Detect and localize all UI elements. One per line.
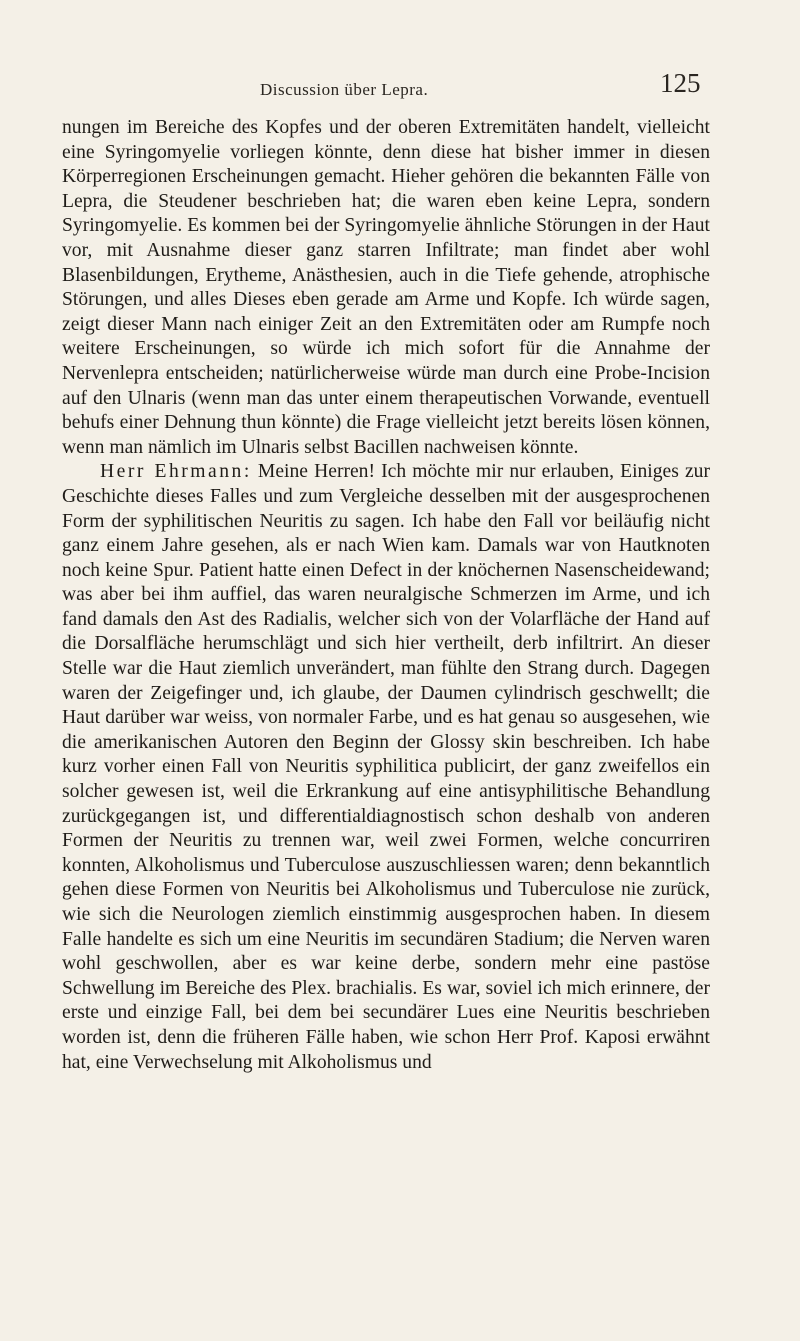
paragraph-ehrmann [62,460,710,1075]
running-title: Discussion über Lepra. [260,80,429,99]
paragraph-text: Meine Herren! Ich möchte mir nur erlauben, Einiges zur Geschichte dieses Falles und zum Vergleiche desselben mit der ausgesprochenen Form der syphilitischen Neuritis zu sagen. Ich habe den Fall vor beiläufig nicht ganz einem Jahre gesehen, als er nach Wien kam. Damals war von Hautknoten noch keine Spur. Patient hatte einen Defect in der knöchernen Nasenscheidewand; was aber bei ihm auffiel, das waren neuralgische Schmerzen im Arme, und ich fand damals den Ast des Radialis, welcher sich von der Volarfläche der Hand auf die Dorsalfläche herumschlägt und sich hier vertheilt, derb infiltrirt. An dieser Stelle war die Haut ziemlich unverändert, man fühlte den Strang durch. Dagegen waren der Zeigefinger und, ich glaube, der Daumen cylindrisch geschwellt; die Haut darüber war weiss, von normaler Farbe, und es hat genau so ausgesehen, wie die amerikanischen Autoren den Beginn der Glossy skin beschreiben. Ich habe kurz vorher einen Fall von Neuritis syphilitica publicirt, der ganz zweifellos ein solcher gewesen ist, weil die Erkrankung auf eine antisyphilitische Behandlung zurückgegangen ist, und differentialdiagnostisch schon deshalb von anderen Formen der Neuritis zu trennen war, weil zwei Formen, welche concurriren konnten, Alkoholismus und Tuberculose auszuschliessen waren; denn bekanntlich gehen diese Formen von Neuritis bei Alkoholismus und Tuberculose nie zurück, wie sich die Neurologen ziemlich einstimmig ausgesprochen haben. In diesem Falle handelte es sich um eine Neuritis im secundären Stadium; die Nerven waren wohl geschwollen, aber es war keine derbe, sondern mehr eine pastöse Schwellung im Bereiche des Plex. brachialis. Es war, soviel ich mich erinnere, der erste und einzige Fall, bei dem bei secundärer Lues eine Neuritis beschrieben worden ist, denn die früheren Fälle haben, wie schon Herr Prof. Kaposi erwähnt hat, eine Verwechselung mit Alkoholismus und [62,461,711,1073]
running-head [0,66,800,110]
body-text [62,116,710,1075]
page-number: 125 [660,68,701,98]
speaker-name: Herr Ehrmann: [100,461,252,483]
paragraph-text: nungen im Bereiche des Kopfes und der oberen Extremitäten handelt, vielleicht eine Syringomyelie vorliegen könnte, denn diese hat bisher immer in diesen Körperregionen Erscheinungen gemacht. Hieher gehören die bekannten Fälle von Lepra, die Steudener beschrieben hat; die waren eben keine Lepra, sondern Syringomyelie. Es kommen bei der Syringomyelie ähnliche Störungen in der Haut vor, mit Ausnahme dieser ganz starren Infiltrate; man findet aber wohl Blasenbildungen, Erytheme, Anästhesien, auch in die Tiefe gehende, atrophische Störungen, und alles Dieses eben gerade am Arme und Kopfe. Ich würde sagen, zeigt dieser Mann nach einiger Zeit an den Extremitäten oder am Rumpfe noch weitere Erscheinungen, so würde ich mich sofort für die Annahme der Nervenlepra entscheiden; natürlicherweise würde man durch eine Probe-Incision auf den Ulnaris (wenn man das unter einem therapeutischen Vorwande, eventuell behufs einer Dehnung thun könnte) die Frage vielleicht jetzt bereits lösen können, wenn man nämlich im Ulnaris selbst Bacillen nachweisen könnte. [62,117,710,458]
paragraph-continuation [62,116,710,460]
